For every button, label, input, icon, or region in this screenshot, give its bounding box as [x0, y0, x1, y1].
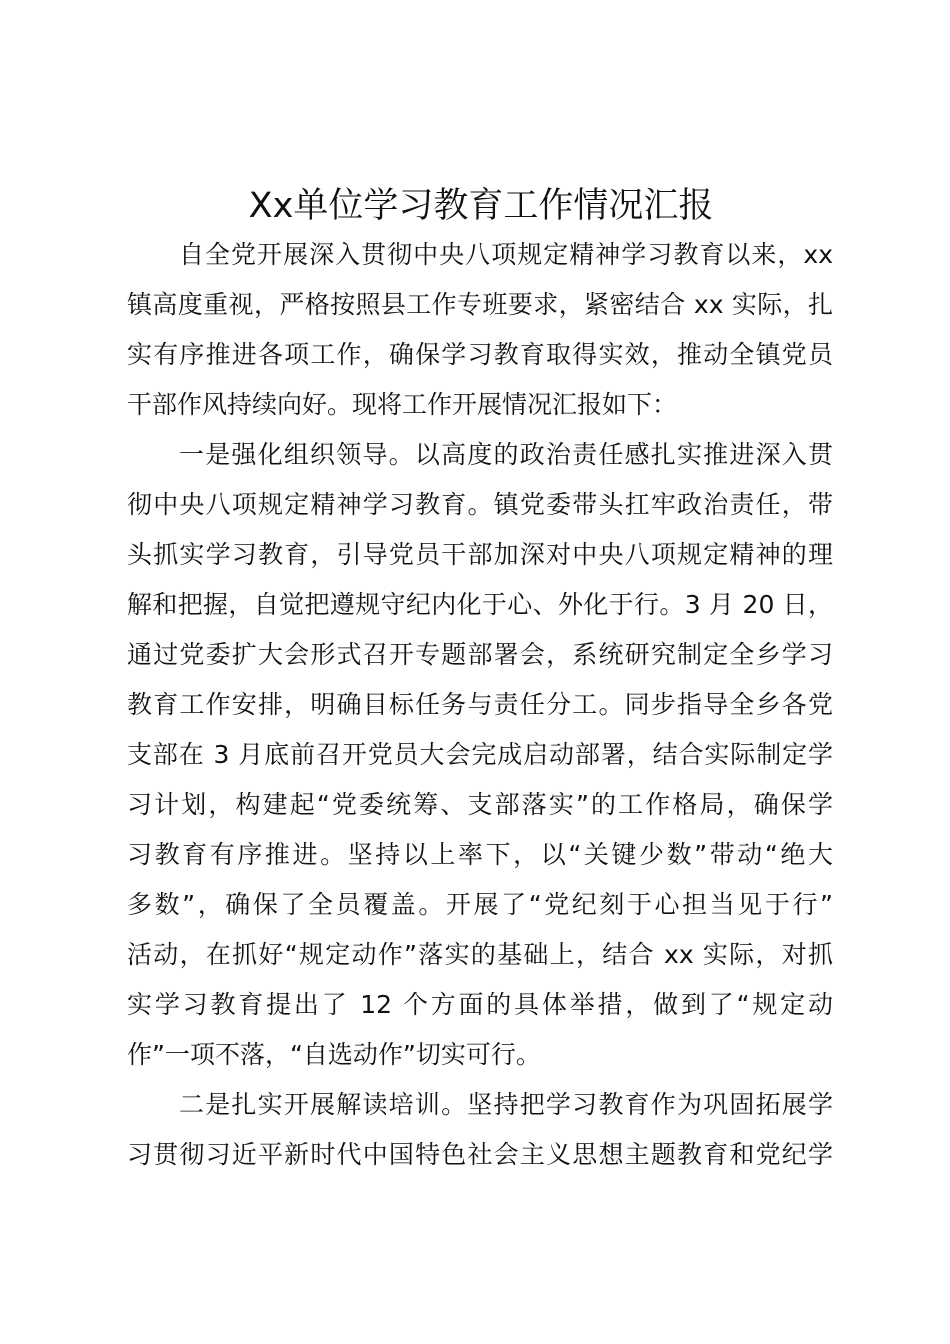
text-line: 实学习教育提出了 12 个方面的具体举措，做到了“规定动	[127, 990, 833, 1019]
text-line: 解和把握，自觉把遵规守纪内化于心、外化于行。3 月 20 日，	[127, 590, 833, 619]
text-line: 活动，在抓好“规定动作”落实的基础上，结合 xx 实际，对抓	[127, 940, 833, 969]
text-line: 实有序推进各项工作，确保学习教育取得实效，推动全镇党员	[127, 340, 833, 369]
text-line: 多数”，确保了全员覆盖。开展了“党纪刻于心担当见于行”	[127, 890, 833, 919]
text-line: 习计划，构建起“党委统筹、支部落实”的工作格局，确保学	[127, 790, 833, 819]
paragraph-organization	[127, 430, 833, 1080]
document-title: Xx单位学习教育工作情况汇报	[248, 186, 714, 226]
text-line: 教育工作安排，明确目标任务与责任分工。同步指导全乡各党	[127, 690, 833, 719]
paragraph-training	[127, 1080, 833, 1180]
text-line: 作”一项不落，“自选动作”切实可行。	[127, 1040, 541, 1069]
paragraph-intro	[127, 230, 833, 430]
text-line: 头抓实学习教育，引导党员干部加深对中央八项规定精神的理	[127, 540, 833, 569]
text-line: 彻中央八项规定精神学习教育。镇党委带头扛牢政治责任，带	[127, 490, 833, 519]
text-line: 一是强化组织领导。以高度的政治责任感扎实推进深入贯	[179, 440, 833, 469]
text-line: 支部在 3 月底前召开党员大会完成启动部署，结合实际制定学	[127, 740, 833, 769]
text-line: 通过党委扩大会形式召开专题部署会，系统研究制定全乡学习	[127, 640, 833, 669]
text-line: 镇高度重视，严格按照县工作专班要求，紧密结合 xx 实际，扎	[127, 290, 833, 319]
text-line: 习贯彻习近平新时代中国特色社会主义思想主题教育和党纪学	[127, 1140, 833, 1169]
text-line: 习教育有序推进。坚持以上率下，以“关键少数”带动“绝大	[127, 840, 833, 869]
text-line: 干部作风持续向好。现将工作开展情况汇报如下：	[127, 390, 678, 419]
document-body	[127, 230, 833, 1180]
text-line: 自全党开展深入贯彻中央八项规定精神学习教育以来，xx	[179, 240, 833, 269]
text-line: 二是扎实开展解读培训。坚持把学习教育作为巩固拓展学	[179, 1090, 833, 1119]
